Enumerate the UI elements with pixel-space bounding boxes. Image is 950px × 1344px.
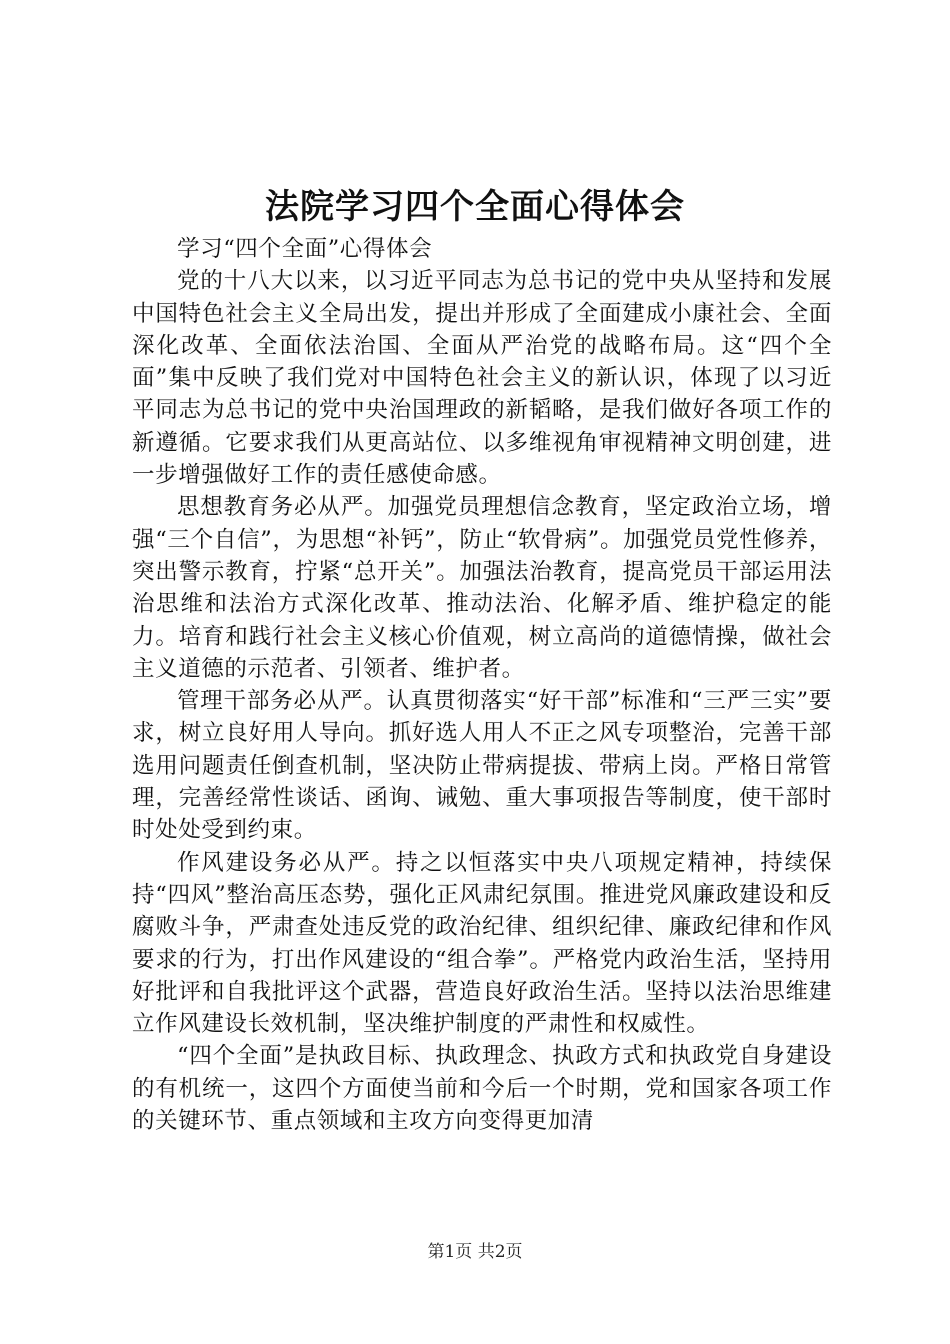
paragraph-work-style: 作风建设务必从严。持之以恒落实中央八项规定精神，持续保持“四风”整治高压态势，强化正风肃纪氛围。推进党风廉政建设和反腐败斗争，严肃查处违反党的政治纪律、组织纪律、廉政纪律和作风要求的行为，打出作风建设的“组合拳”。严格党内政治生活，坚持用好批评和自我批评这个武器，营造良好政治生活。坚持以法治思维建立作风建设长效机制，坚决维护制度的严肃性和权威性。 <box>132 849 832 1038</box>
paragraph-cadre-management: 管理干部务必从严。认真贯彻落实“好干部”标准和“三严三实”要求，树立良好用人导向。抓好选人用人不正之风专项整治，完善干部选用问题责任倒查机制，坚决防止带病提拔、带病上岗。严格日常管理，完善经常性谈话、函询、诫勉、重大事项报告等制度，使干部时时处处受到约束。 <box>132 688 832 844</box>
paragraph-ideological-education: 思想教育务必从严。加强党员理想信念教育，坚定政治立场，增强“三个自信”，为思想“补钙”，防止“软骨病”。加强党员党性修养，突出警示教育，拧紧“总开关”。加强法治教育，提高党员干部运用法治思维和法治方式深化改革、推动法治、化解矛盾、维护稳定的能力。培育和践行社会主义核心价值观，树立高尚的道德情操，做社会主义道德的示范者、引领者、维护者。 <box>132 494 832 682</box>
document-title: 法院学习四个全面心得体会 <box>265 187 685 227</box>
page-footer: 第1页 共2页 <box>427 1242 523 1262</box>
paragraph-intro: 党的十八大以来，以习近平同志为总书记的党中央从坚持和发展中国特色社会主义全局出发，提出并形成了全面建成小康社会、全面深化改革、全面依法治国、全面从严治党的战略布局。这“四个全面”集中反映了我们党对中国特色社会主义的新认识，体现了以习近平同志为总书记的党中央治国理政的新韬略，是我们做好各项工作的新遵循。它要求我们从更高站位、以多维视角审视精神文明创建，进一步增强做好工作的责任感使命感。 <box>132 268 832 489</box>
paragraph-four-comprehensives: “四个全面”是执政目标、执政理念、执政方式和执政党自身建设的有机统一，这四个方面使当前和今后一个时期，党和国家各项工作的关键环节、重点领域和主攻方向变得更加清 <box>132 1043 832 1135</box>
document-body <box>132 233 832 1137</box>
paragraph-subtitle: 学习“四个全面”心得体会 <box>177 236 433 262</box>
